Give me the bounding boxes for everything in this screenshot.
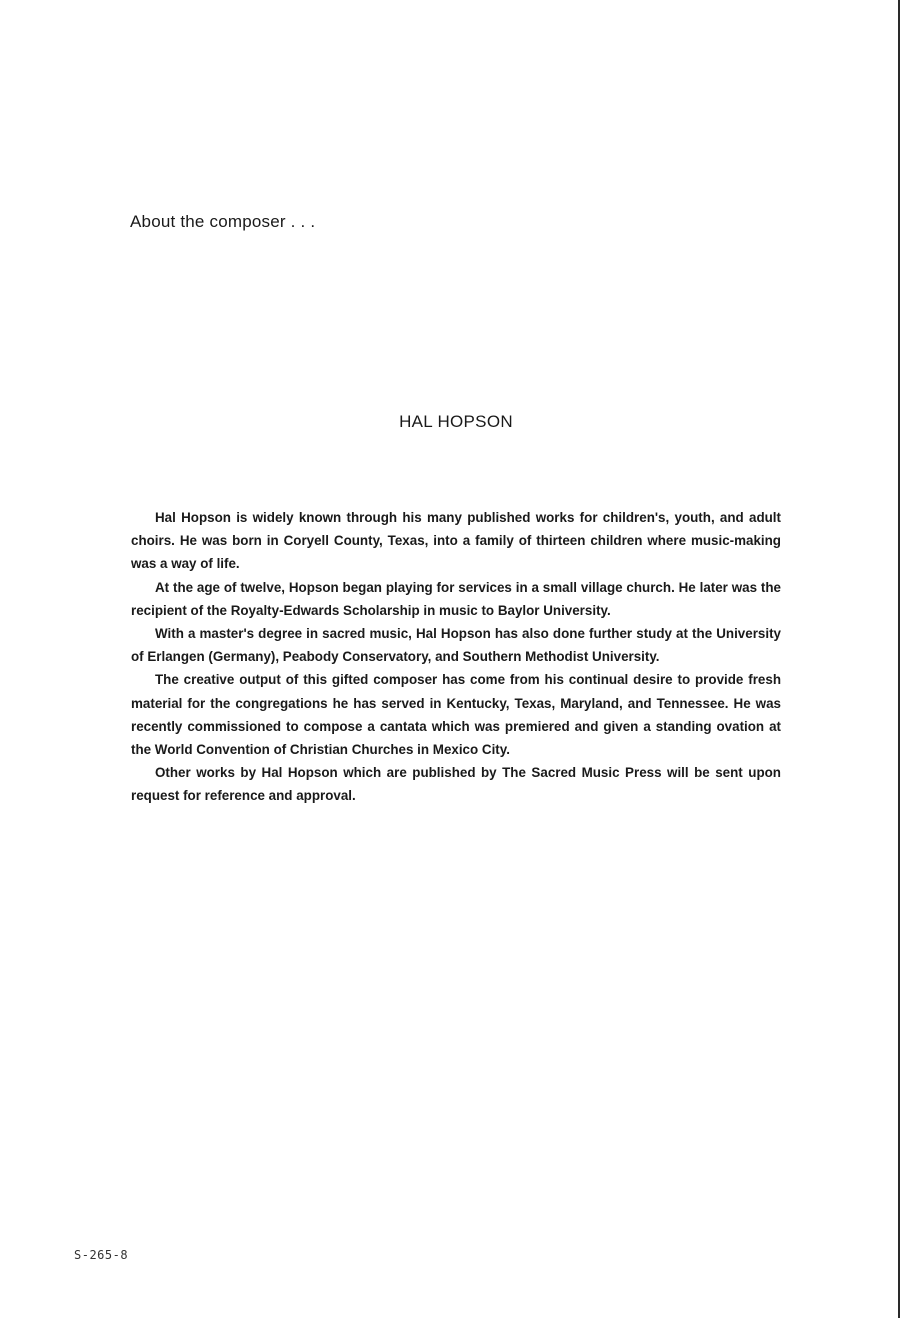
- bio-paragraph: Other works by Hal Hopson which are published by The Sacred Music Press will be sent upon request for reference and approval.: [131, 765, 781, 804]
- catalog-code: S-265-8: [74, 1248, 129, 1262]
- bio-paragraph: The creative output of this gifted composer has come from his continual desire to provide fresh material for the congregations he has served in Kentucky, Texas, Maryland, and Tennessee. He was recently commissioned to compose a cantata which was premiered and given a standing ovation at the World Convention of Christian Churches in Mexico City.: [131, 672, 781, 758]
- bio-paragraph: With a master's degree in sacred music, Hal Hopson has also done further study at the University of Erlangen (Germany), Peabody Conservatory, and Southern Methodist University.: [131, 626, 781, 665]
- bio-paragraph: Hal Hopson is widely known through his many published works for children's, youth, and adult choirs. He was born in Coryell County, Texas, into a family of thirteen children where music-making was a way of life.: [131, 510, 781, 572]
- biography: [131, 506, 781, 808]
- composer-name: HAL HOPSON: [399, 412, 513, 431]
- bio-paragraph: At the age of twelve, Hopson began playing for services in a small village church. He later was the recipient of the Royalty-Edwards Scholarship in music to Baylor University.: [131, 579, 781, 618]
- section-heading: About the composer . . .: [130, 212, 316, 231]
